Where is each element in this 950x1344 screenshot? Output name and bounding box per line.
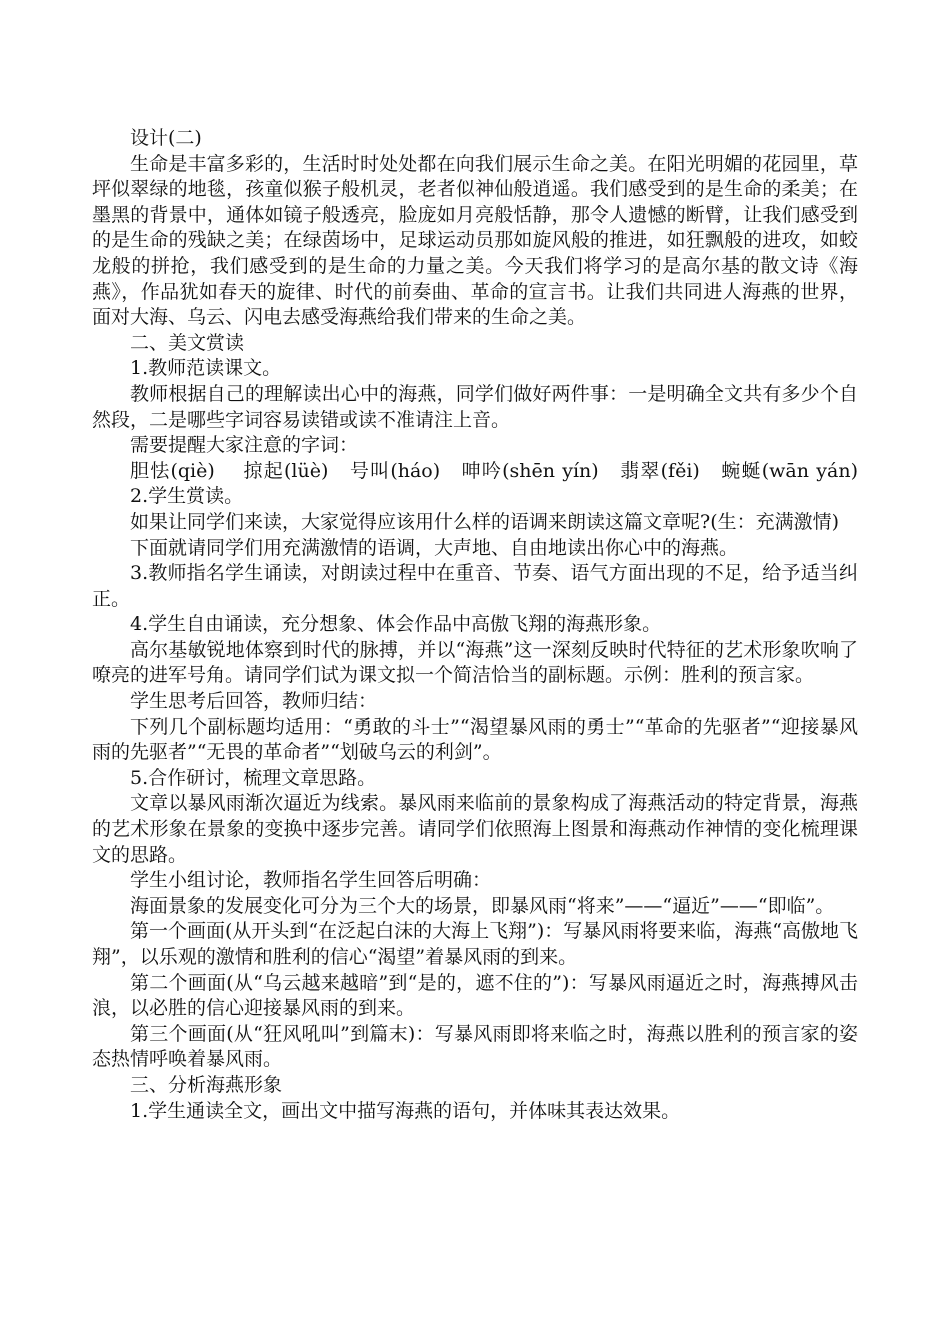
paragraph: 第三个画面(从“狂风吼叫”到篇末)：写暴风雨即将来临之时，海燕以胜利的预言家的姿态热情呼唤着暴风雨。 (92, 1022, 858, 1071)
section-heading: 三、分析海燕形象 (130, 1073, 283, 1096)
paragraph: 如果让同学们来读，大家觉得应该用什么样的语调来朗读这篇文章呢?(生：充满激情) (130, 510, 840, 533)
paragraph: 海面景象的发展变化可分为三个大的场景，即暴风雨“将来”——“逼近”——“即临”。 (130, 894, 835, 917)
section-title: 设计(二) (130, 127, 202, 149)
step-heading: 2.学生赏读。 (130, 485, 244, 508)
paragraph: 教师根据自己的理解读出心中的海燕，同学们做好两件事：一是明确全文共有多少个自然段，二是哪些字词容易读错或读不准请注上音。 (92, 382, 858, 431)
paragraph: 下面就请同学们用充满激情的语调，大声地、自由地读出你心中的海燕。 (130, 536, 739, 559)
paragraph: 第一个画面(从开头到“在泛起白沫的大海上飞翔”)：写暴风雨将要来临，海燕“高傲地飞翔”，以乐观的激情和胜利的信心“渴望”着暴风雨的到来。 (92, 920, 858, 968)
step-heading: 3.教师指名学生诵读，对朗读过程中在重音、节奏、语气方面出现的不足，给予适当纠正。 (92, 562, 858, 610)
paragraph: 下列几个副标题均适用：“勇敢的斗士”“渴望暴风雨的勇士”“革命的先驱者”“迎接暴风雨的先驱者”“无畏的革命者”“划破乌云的利剑”。 (92, 715, 858, 764)
step-heading: 5.合作研讨，梳理文章思路。 (130, 766, 377, 789)
document-body (92, 126, 858, 1124)
vocabulary-list: 胆怯(qiè) 掠起(lüè) 号叫(háo) 呻吟(shēn yín) 翡翠(fěi) 蜿蜒(wān yán) (130, 459, 858, 482)
paragraph: 第二个画面(从“乌云越来越暗”到“是的，遮不住的”)：写暴风雨逼近之时，海燕搏风击浪，以必胜的信心迎接暴风雨的到来。 (92, 971, 858, 1020)
intro-paragraph: 生命是丰富多彩的，生活时时处处都在向我们展示生命之美。在阳光明媚的花园里，草坪似翠绿的地毯，孩童似猴子般机灵，老者似神仙般逍遥。我们感受到的是生命的柔美；在墨黑的背景中，通体如镜子般透亮，脸庞如月亮般恬静，那令人遗憾的断臂，让我们感受到的是生命的残缺之美；在绿茵场中，足球运动员那如旋风般的推进，如狂飘般的进攻，如蛟龙般的拼抢，我们感受到的是生命的力量之美。今天我们将学习的是高尔基的散文诗《海燕》，作品犹如春天的旋律、时代的前奏曲、革命的宣言书。让我们共同进人海燕的世界，面对大海、乌云、闪电去感受海燕给我们带来的生命之美。 (92, 152, 858, 329)
section-heading: 二、美文赏读 (130, 331, 245, 354)
paragraph: 文章以暴风雨渐次逼近为线索。暴风雨来临前的景象构成了海燕活动的特定背景，海燕的艺术形象在景象的变换中逐步完善。请同学们依照海上图景和海燕动作神情的变化梳理课文的思路。 (92, 792, 858, 866)
paragraph: 需要提醒大家注意的字词： (130, 434, 359, 457)
step-heading: 1.学生通读全文，画出文中描写海燕的语句，并体味其表达效果。 (130, 1099, 681, 1122)
paragraph: 学生思考后回答，教师归结： (130, 690, 378, 713)
step-heading: 4.学生自由诵读，充分想象、体会作品中高傲飞翔的海燕形象。 (130, 613, 662, 636)
step-heading: 1.教师范读课文。 (130, 357, 282, 380)
paragraph: 学生小组讨论，教师指名学生回答后明确： (130, 869, 492, 892)
paragraph: 高尔基敏锐地体察到时代的脉搏，并以“海燕”这一深刻反映时代特征的艺术形象吹响了嘹亮的进军号角。请同学们试为课文拟一个简洁恰当的副标题。示例：胜利的预言家。 (92, 638, 858, 687)
